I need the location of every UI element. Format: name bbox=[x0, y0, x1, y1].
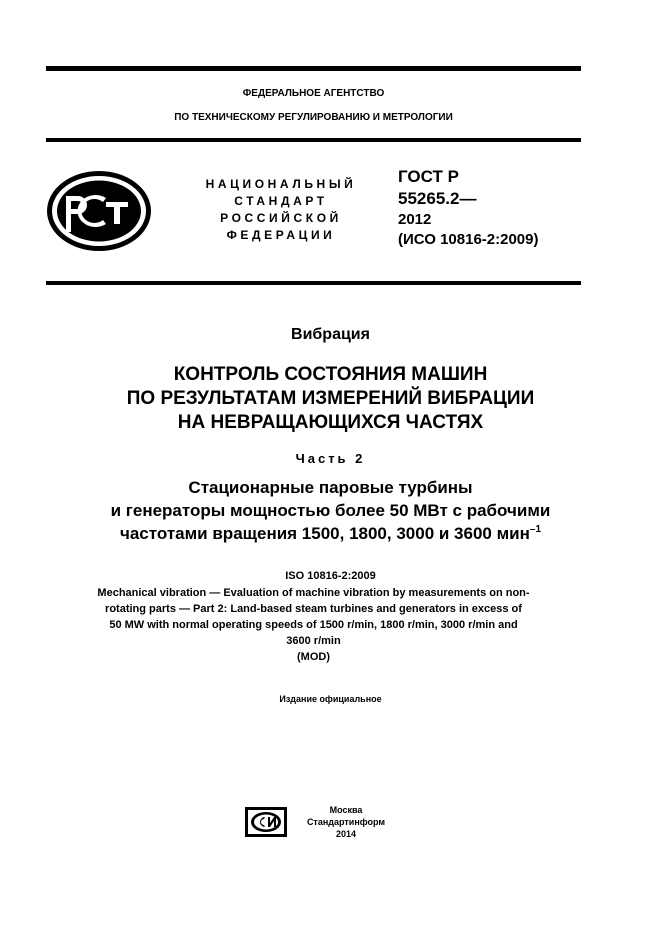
english-title-line: (MOD) bbox=[297, 651, 330, 663]
natstd-line: СТАНДАРТ bbox=[234, 194, 328, 208]
english-title-line: Mechanical vibration — Evaluation of machine vibration by measurements on non- bbox=[97, 587, 530, 599]
subtitle-line-text: частотами вращения 1500, 1800, 3000 и 3600 мин bbox=[119, 524, 530, 543]
iso-reference: (ИСО 10816-2:2009) bbox=[398, 231, 539, 248]
subtitle-line: Стационарные паровые турбины bbox=[188, 478, 473, 497]
top-rule bbox=[46, 66, 581, 71]
english-title-line: 50 MW with normal operating speeds of 1500 r/min, 1800 r/min, 3000 r/min and bbox=[109, 619, 518, 631]
english-title-line: 3600 r/min bbox=[286, 635, 341, 647]
iso-code: ISO 10816-2:2009 bbox=[285, 570, 376, 582]
gost-label: ГОСТ Р bbox=[398, 167, 459, 186]
subtitle-superscript: –1 bbox=[529, 524, 542, 535]
standard-block-rule bbox=[46, 281, 581, 285]
part-label: Часть 2 bbox=[295, 451, 366, 466]
standartinform-logo-icon bbox=[245, 807, 287, 837]
publisher-info bbox=[298, 804, 394, 840]
english-title bbox=[46, 585, 581, 665]
natstd-line: НАЦИОНАЛЬНЫЙ bbox=[205, 177, 357, 191]
main-title bbox=[20, 363, 641, 435]
main-title-line: ПО РЕЗУЛЬТАТАМ ИЗМЕРЕНИЙ ВИБРАЦИИ bbox=[126, 388, 535, 409]
agency-line-2: ПО ТЕХНИЧЕСКОМУ РЕГУЛИРОВАНИЮ И МЕТРОЛОГИИ bbox=[174, 112, 453, 123]
publisher-year: 2014 bbox=[335, 829, 357, 839]
national-standard-caption bbox=[196, 176, 366, 244]
gost-designation bbox=[398, 166, 538, 250]
english-title-line: rotating parts — Part 2: Land-based steam turbines and generators in excess of bbox=[105, 603, 522, 615]
main-title-line: КОНТРОЛЬ СОСТОЯНИЯ МАШИН bbox=[173, 364, 488, 385]
natstd-line: РОССИЙСКОЙ bbox=[220, 211, 342, 225]
gost-year: 2012 bbox=[398, 211, 432, 228]
subtitle-line: и генераторы мощностью более 50 МВт с рабочими bbox=[110, 501, 551, 520]
edition-note: Издание официальное bbox=[279, 694, 382, 704]
main-title-line: НА НЕВРАЩАЮЩИХСЯ ЧАСТЯХ bbox=[177, 412, 484, 433]
gost-number: 55265.2— bbox=[398, 189, 477, 208]
publisher-city: Москва bbox=[329, 805, 363, 815]
subtitle bbox=[20, 476, 641, 545]
subtitle-line-3 bbox=[20, 522, 641, 545]
publisher-name: Стандартинформ bbox=[306, 817, 386, 827]
natstd-line: ФЕДЕРАЦИИ bbox=[226, 228, 336, 242]
header-rule bbox=[46, 138, 581, 142]
agency-line-1: ФЕДЕРАЛЬНОЕ АГЕНТСТВО bbox=[242, 88, 385, 99]
topic-heading: Вибрация bbox=[291, 326, 370, 343]
rst-logo-icon bbox=[44, 168, 154, 254]
